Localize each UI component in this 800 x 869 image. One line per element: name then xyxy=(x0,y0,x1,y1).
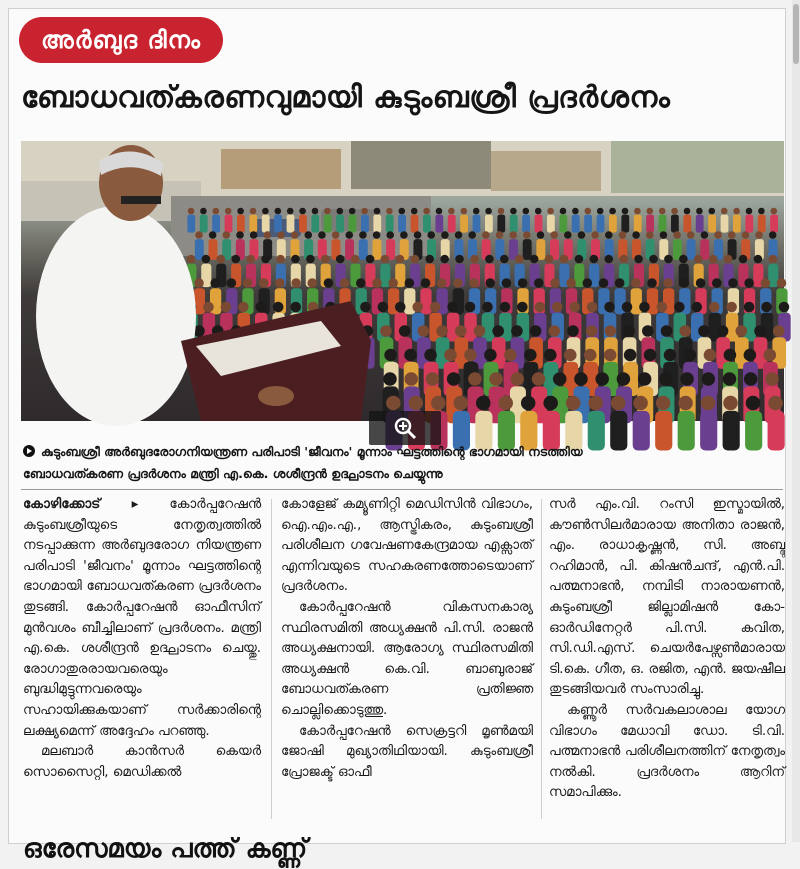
column-divider xyxy=(541,499,542,819)
column-3-paragraph-2: കണ്ണൂർ സർവകലാശാല യോഗ വിഭാഗം മേധാവി ഡോ. ടി.വി. പത്മനാഭൻ പരിശീലനത്തിന് നേതൃത്വം നൽകി. പ്രദർശനം ആറിന് സമാപിക്കും. xyxy=(549,702,785,801)
next-article-headline: ഒരേസമയം പത്ത് കണ്ണ് xyxy=(23,834,308,864)
scrollbar[interactable] xyxy=(792,0,800,842)
zoom-button[interactable] xyxy=(369,411,441,445)
article-column-2 xyxy=(281,495,533,783)
caption-rule xyxy=(21,489,783,490)
scrollbar-thumb[interactable] xyxy=(793,4,799,64)
newspaper-clipping xyxy=(8,8,786,864)
photo-caption xyxy=(23,441,779,485)
column-3-paragraph-1: സർ എം.വി. റംസി ഇസ്മായിൽ, കൗൺസിലർമാരായ അനിതാ രാജൻ, എം. രാധാകൃഷ്ണൻ, സി. അബ്ദു റഹിമാൻ, പി. കിഷൻചന്ദ്, എൻ.പി. പത്മനാഭൻ, നമ്പിടി നാരായണൻ, കുടുംബശ്രീ ജില്ലാമിഷൻ കോ-ഓർഡിനേറ്റർ പി.സി. കവിത, സി.ഡി.എസ്. ചെയർപേഴ്സൺമാരായ ടി.കെ. ഗീത, ഒ. രജിത, എൻ. ജയഷീല തുടങ്ങിയവർ സംസാരിച്ചു. xyxy=(549,497,785,698)
column-2-paragraph-3: കോർപ്പറേഷൻ സെക്രട്ടറി മൃൺമയി ജോഷി മുഖ്യാതിഥിയായി. കുടുംബശ്രീ പ്രോജക്ട് ഓഫീ xyxy=(281,723,533,780)
column-divider xyxy=(271,499,272,819)
column-1-paragraph-1: കോർപ്പറേഷൻ കുടുംബശ്രീയുടെ നേതൃത്വത്തിൽ നടപ്പാക്കുന്ന അർബുദരോഗ നിയന്ത്രണ പരിപാടി 'ജീവനം' മൂന്നാം ഘട്ടത്തിന്റെ ഭാഗമായി ബോധവത്കരണ പ്രദർശനം തുടങ്ങി. കോർപ്പറേഷൻ ഓഫീസിന് മുൻവശം ബീച്ചിലാണ് പ്രദർശനം. മന്ത്രി എ.കെ. ശശീന്ദ്രൻ ഉദ്ഘാടനം ചെയ്തു. രോഗാതുരരായവരെയും ബുദ്ധിമുട്ടുന്നവരെയും സഹായിക്കുകയാണ് സർക്കാരിന്റെ ലക്ഷ്യമെന്ന് അദ്ദേഹം പറഞ്ഞു. xyxy=(23,497,261,739)
headline: ബോധവത്കരണവുമായി കുടുംബശ്രീ പ്രദർശനം xyxy=(21,80,671,115)
column-2-paragraph-2: കോർപ്പറേഷൻ വികസനകാര്യ സ്ഥിരസമിതി അധ്യക്ഷൻ പി.സി. രാജൻ അധ്യക്ഷനായി. ആരോഗ്യ സ്ഥിരസമിതി അധ്യക്ഷൻ കെ.വി. ബാബുരാജ് ബോധവത്കരണ പ്രതിജ്ഞ ചൊല്ലിക്കൊടുത്തു. xyxy=(281,599,533,718)
caption-line-2: ബോധവത്കരണ പ്രദർശനം മന്ത്രി എ.കെ. ശശീന്ദ്രൻ ഉദ്ഘാടനം ചെയ്യുന്നു xyxy=(23,466,443,481)
column-2-paragraph-1: കോളേജ് കമ്യൂണിറ്റി മെഡിസിൻ വിഭാഗം, ഐ.എം.എ., ആസ്ട്രികരം, കുടുംബശ്രീ പരിശീലന ഗവേഷണകേന്ദ്രമായ എക്സാത് എന്നിവയുടെ സഹകരണത്തോടെയാണ് പ്രദർശനം. xyxy=(281,497,533,595)
section-tag: അർബുദ ദിനം xyxy=(19,17,223,63)
article-column-3 xyxy=(549,495,785,804)
caption-line-1: കുടുംബശ്രീ അർബുദരോഗനിയന്ത്രണ പരിപാടി 'ജീവനം' മൂന്നാം ഘട്ടത്തിന്റെ ഭാഗമായി നടത്തിയ xyxy=(41,444,583,459)
article-column-1 xyxy=(23,495,261,783)
zoom-in-icon xyxy=(393,416,417,440)
article-photo xyxy=(21,141,784,421)
column-1-paragraph-2: മലബാർ കാൻസർ കെയർ സൊസൈറ്റി, മെഡിക്കൽ xyxy=(23,744,261,780)
play-bullet-icon xyxy=(23,445,35,457)
dateline: കോഴിക്കോട് ▸ xyxy=(23,497,139,512)
